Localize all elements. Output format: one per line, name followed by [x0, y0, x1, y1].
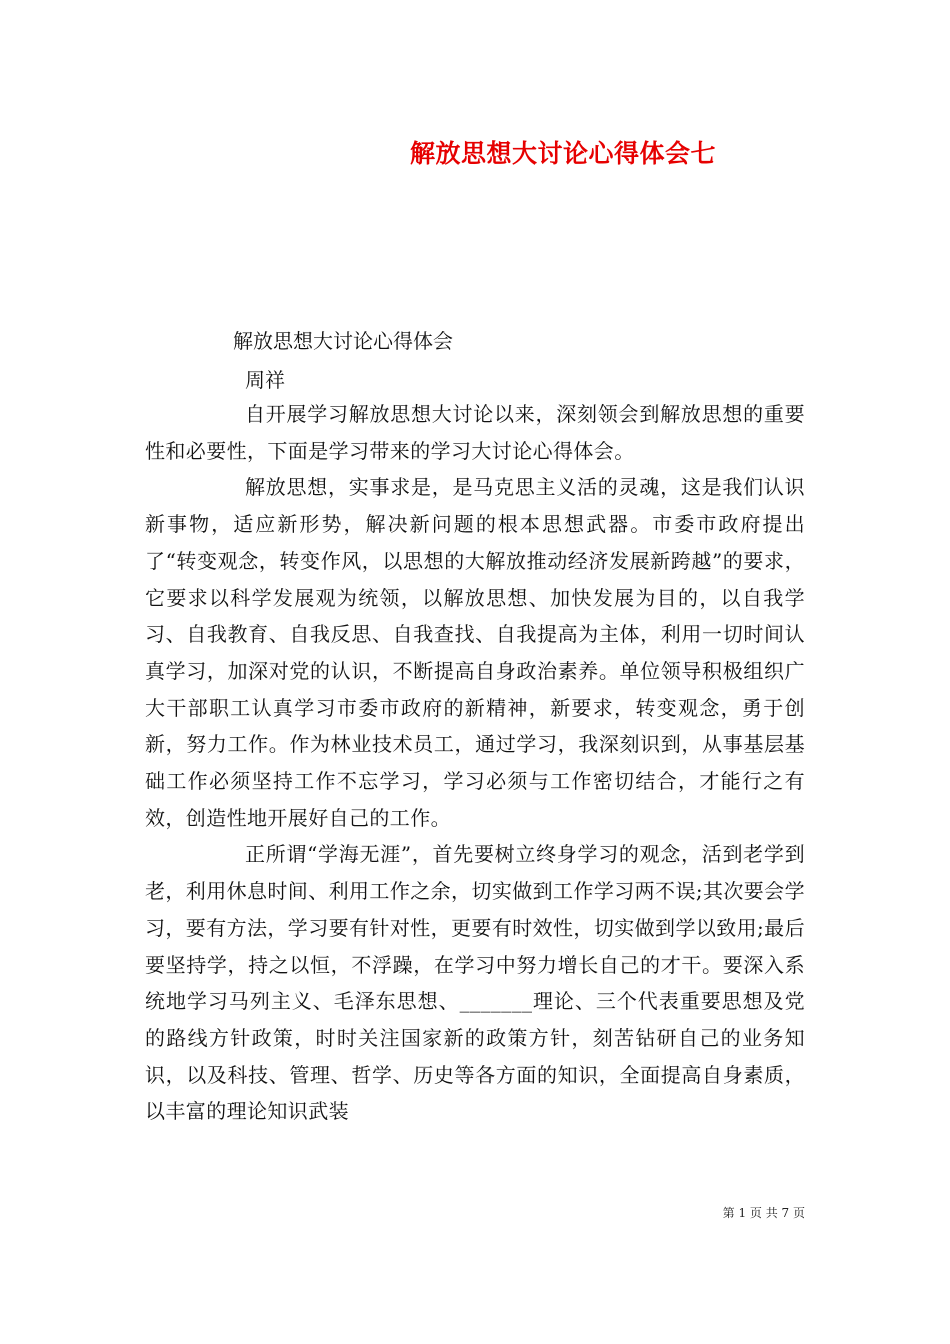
document-author: 周祥: [245, 368, 285, 392]
page-footer: 第 1 页 共 7 页: [722, 1206, 805, 1220]
document-title: 解放思想大讨论心得体会七: [409, 139, 716, 168]
paragraph: 解放思想，实事求是，是马克思主义活的灵魂，这是我们认识新事物，适应新形势，解决新问题的根本思想武器。市委市政府提出了“转变观念，转变作风，以思想的大解放推动经济发展新跨越”的要求，它要求以科学发展观为统领，以解放思想、加快发展为目的，以自我学习、自我教育、自我反思、自我查找、自我提高为主体，利用一切时间认真学习，加深对党的认识，不断提高自身政治素养。单位领导积极组织广大干部职工认真学习市委市政府的新精神，新要求，转变观念，勇于创新，努力工作。作为林业技术员工，通过学习，我深刻识到，从事基层基础工作必须坚持工作不忘学习，学习必须与工作密切结合，才能行之有效，创造性地开展好自己的工作。: [145, 475, 805, 830]
paragraph: 正所谓“学海无涯”，首先要树立终身学习的观念，活到老学到老，利用休息时间、利用工作之余，切实做到工作学习两不误;其次要会学习，要有方法，学习要有针对性，更要有时效性，切实做到学以致用;最后要坚持学，持之以恒，不浮躁，在学习中努力增长自己的才干。要深入系统地学习马列主义、毛泽东思想、_______理论、三个代表重要思想及党的路线方针政策，时时关注国家新的政策方针，刻苦钻研自己的业务知识，以及科技、管理、哲学、历史等各方面的知识，全面提高自身素质，以丰富的理论知识武装: [145, 842, 805, 1124]
document-subtitle: 解放思想大讨论心得体会: [233, 329, 453, 353]
document-body: [145, 396, 805, 1130]
paragraph: 自开展学习解放思想大讨论以来，深刻领会到解放思想的重要性和必要性，下面是学习带来的学习大讨论心得体会。: [145, 402, 805, 463]
